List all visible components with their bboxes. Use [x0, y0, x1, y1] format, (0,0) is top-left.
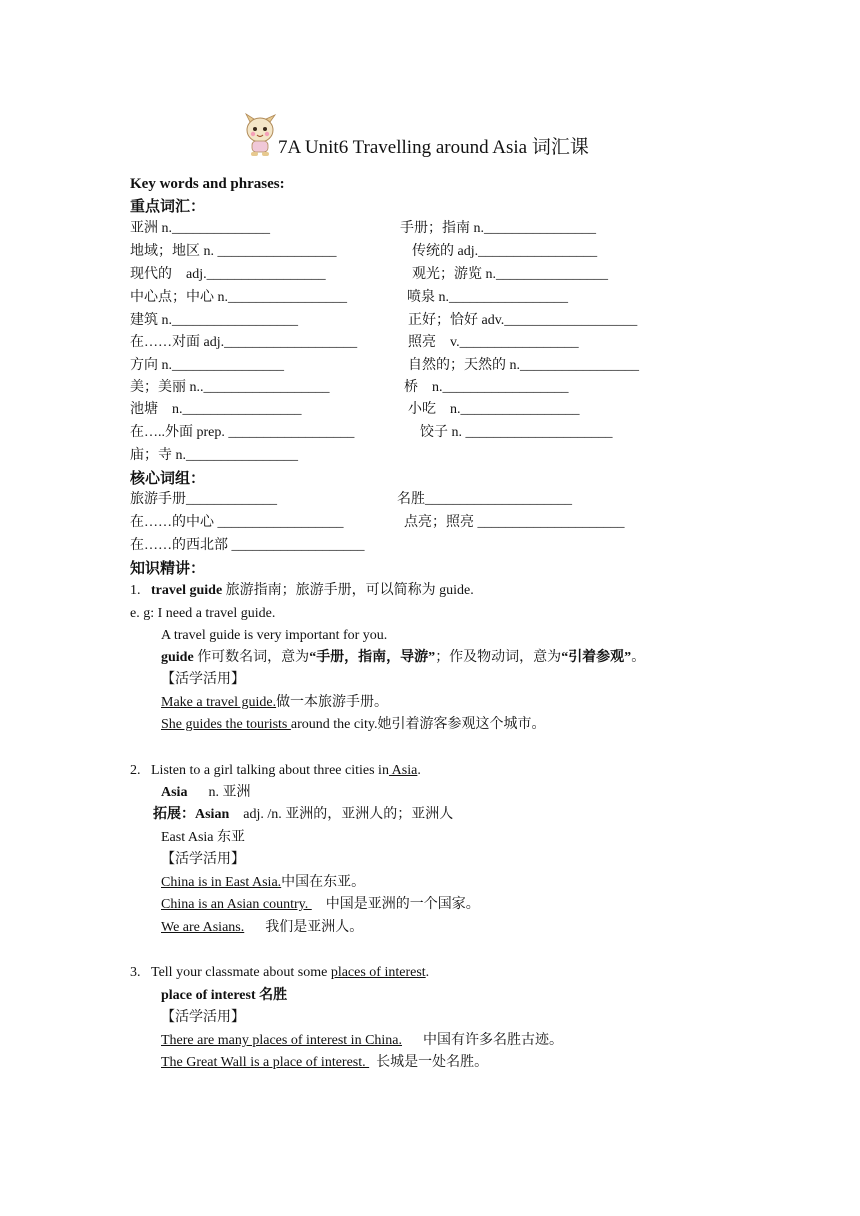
underlined-text: places of interest [330, 965, 426, 980]
underlined-text: Make a travel guide. [161, 695, 277, 710]
phrase-item: 名胜_____________________ [397, 492, 572, 507]
practice-sentence [161, 716, 545, 734]
underlined-text: We are Asians. [161, 920, 245, 935]
vocab-item: 美；美丽 n..__________________ [130, 380, 330, 395]
term-definition [161, 784, 250, 802]
example-line: A travel guide is very important for you. [161, 628, 388, 643]
term-definition: place of interest 名胜 [161, 988, 288, 1003]
practice-sentence [161, 1054, 488, 1072]
knowledge-heading: 知识精讲： [130, 559, 206, 577]
phrase-item: 点亮；照亮 _____________________ [404, 515, 625, 530]
point-number: 2. [130, 763, 141, 778]
vocab-item: 照亮 v._________________ [408, 335, 579, 350]
underlined-text: There are many places of interest in China. [161, 1033, 403, 1048]
phrase-item: 在……的中心 __________________ [130, 515, 344, 530]
text-span: “手册，指南，导游” [309, 650, 436, 665]
text-span: 中国有许多名胜古迹。 [423, 1033, 564, 1048]
vocab-item: 地域；地区 n. _________________ [130, 244, 337, 259]
term-word: guide [161, 650, 194, 665]
vocab-item: 在…..外面 prep. __________________ [130, 425, 355, 440]
point-desc: 旅游指南；旅游手册，可以简称为 guide. [222, 583, 474, 598]
guide-explanation [161, 649, 645, 667]
practice-label: 【活学活用】 [161, 1010, 245, 1025]
key-words-heading: Key words and phrases: [130, 176, 285, 192]
underlined-text: The Great Wall is a place of interest. [161, 1055, 370, 1070]
practice-sentence [161, 694, 388, 712]
page-title: 7A Unit6 Travelling around Asia 词汇课 [278, 137, 589, 158]
vocab-item: 桥 n.__________________ [404, 380, 569, 395]
vocab-item: 池塘 n._________________ [130, 402, 302, 417]
phrase-item: 在……的西北部 ___________________ [130, 538, 365, 553]
vocab-item: 饺子 n. _____________________ [420, 425, 613, 440]
practice-sentence [161, 919, 363, 937]
vocab-item: 小吃 n._________________ [408, 402, 580, 417]
practice-sentence [161, 1032, 563, 1050]
practice-label: 【活学活用】 [161, 672, 245, 687]
practice-sentence [161, 896, 480, 914]
vocab-item: 传统的 adj._________________ [412, 244, 598, 259]
text-span: 我们是亚洲人。 [265, 920, 364, 935]
extension [153, 806, 453, 824]
vocab-item: 现代的 adj._________________ [130, 267, 326, 282]
text-span: adj. /n. 亚洲的，亚洲人的；亚洲人 [243, 807, 454, 822]
vocab-item: 庙；寺 n.________________ [130, 448, 298, 463]
text-span: Tell your classmate about some [151, 965, 331, 980]
example-line: East Asia 东亚 [161, 830, 245, 845]
text-span: 中国在东亚。 [281, 875, 366, 890]
vocab-item: 亚洲 n.______________ [130, 221, 270, 236]
example-line: e. g: I need a travel guide. [130, 606, 276, 621]
vocab-item: 方向 n.________________ [130, 358, 284, 373]
text-span: . [417, 763, 421, 778]
point-2 [130, 762, 421, 780]
vocab-item: 喷泉 n._________________ [407, 290, 568, 305]
text-span: ；作及物动词，意为 [435, 650, 562, 665]
point-3 [130, 964, 429, 982]
practice-label: 【活学活用】 [161, 852, 245, 867]
point-1 [130, 582, 474, 600]
underlined-text: Asia [388, 763, 418, 778]
vocab-item: 正好；恰好 adv.___________________ [408, 313, 638, 328]
underlined-text: China is an Asian country. [161, 897, 312, 912]
vocab-item: 手册；指南 n.________________ [400, 221, 596, 236]
vocab-item: 自然的；天然的 n._________________ [408, 358, 639, 373]
text-span: 。 [631, 650, 646, 665]
practice-sentence [161, 874, 365, 892]
vocab-item: 观光；游览 n.________________ [412, 267, 608, 282]
phrase-item: 旅游手册_____________ [130, 492, 277, 507]
text-span: “引着参观” [561, 650, 632, 665]
point-term: travel guide [151, 583, 223, 598]
extension-label: 拓展：Asian [153, 807, 230, 822]
vocab-item: 中心点；中心 n._________________ [130, 290, 347, 305]
vocab-item: 在……对面 adj.___________________ [130, 335, 358, 350]
underlined-text: She guides the tourists [161, 717, 291, 732]
text-span: 作可数名词，意为 [193, 650, 310, 665]
text-span: 做一本旅游手册。 [276, 695, 389, 710]
point-number: 1. [130, 583, 141, 598]
text-span: 长城是一处名胜。 [376, 1055, 489, 1070]
phrases-heading: 核心词组： [130, 469, 206, 487]
text-span: 中国是亚洲的一个国家。 [325, 897, 480, 912]
words-heading: 重点词汇： [130, 197, 206, 215]
text-span: Listen to a girl talking about three cities in [151, 763, 389, 778]
text-span: around the city.她引着游客参观这个城市。 [290, 717, 546, 732]
point-number: 3. [130, 965, 141, 980]
term-word: Asia [161, 785, 188, 800]
underlined-text: China is in East Asia. [161, 875, 282, 890]
mascot-icon [242, 112, 278, 158]
vocab-item: 建筑 n.__________________ [130, 313, 298, 328]
text-span: n. 亚洲 [208, 785, 251, 800]
text-span: . [425, 965, 430, 980]
